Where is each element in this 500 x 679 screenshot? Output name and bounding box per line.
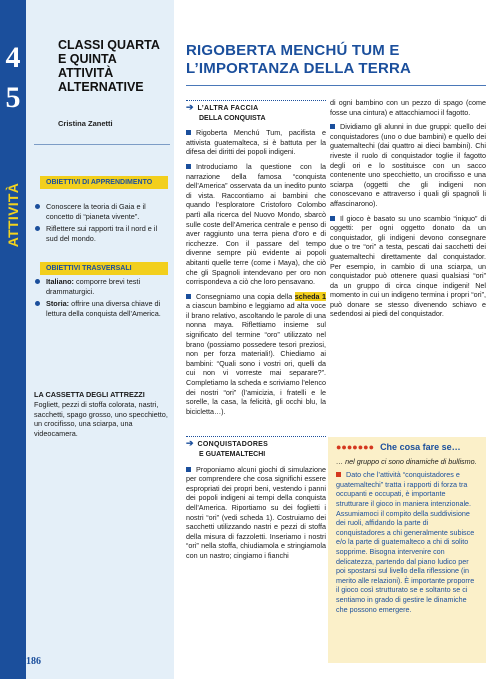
transversal-list — [34, 277, 170, 321]
list-item: Storia: offrire una diversa chiave di lettura della conquista dell’America. — [34, 299, 170, 318]
tip-title-row — [336, 443, 478, 453]
list-item: Italiano: comporre brevi testi drammaturgici. — [34, 277, 170, 296]
tools-text: Fogliett, pezzi di stoffa colorata, nastri, sacchetti, spago grosso, uno specchietto, un crocifisso, una sciarpa, una videocamera. — [34, 400, 168, 438]
bullet-icon — [35, 226, 40, 231]
vertical-label-text: ATTIVITÀ — [5, 182, 21, 248]
text-column-2 — [330, 98, 486, 324]
bullet-icon — [35, 279, 40, 284]
grade-numbers — [0, 38, 26, 118]
title-divider — [186, 85, 486, 86]
transversal-heading: OBIETTIVI TRASVERSALI — [40, 262, 168, 275]
scheda-highlight: scheda 1 — [294, 291, 327, 301]
paragraph: Dividiamo gli alunni in due gruppi: quello dei conquistadores (uno o due bambini) e quello dei guatemaltechi (dai quattro ai dieci bambini). Chi riveste il ruolo di conquistador toglie il fagotto degli ori e lo sostituisce con un sacco contenente uno specchietto, un crocifisso e una sciarpa (oggetti che gli indigeni non conoscevano e attraverso i quali gli spagnoli li affascinarono). — [330, 122, 486, 208]
author-name: Cristina Zanetti — [58, 119, 113, 128]
paragraph: Proponiamo alcuni giochi di simulazione per comprendere che cosa significhi essere espropriati dei propri beni, vestendo i panni dei popoli indigeni ai tempi della conquista dell’America. Riportiamo su dei foglietti i nostri “ori” (vedi scheda 1). Costruiamo dei sacchetti utilizzando nastri e pezzi di stoffa della misura di fazzoletti. Inseriamo i nostri “ori” nella stoffa, chiudiamola e stringiamola con un nastro; cingiamo i fianchi — [186, 464, 326, 560]
tip-box — [328, 437, 486, 663]
page-title: RIGOBERTA MENCHÚ TUM E L’IMPORTANZA DELLA TERRA — [186, 42, 412, 77]
paragraph: Consegniamo una copia della scheda 1 a ciascun bambino e leggiamo ad alta voce il brano relativo, ascoltando le parole di una nonna maya. Riflettiamo insieme sul significato del termine “oro” utilizzato nel brano (possiamo possedere tesori preziosi, non per forza materiali!). Chiediamo ai bambini: “Quali sono i vostri ori, quelli da cui non vi vorreste mai separare?”. Completiamo la scheda e scriviamo l’elenco dei nostri “ori” (l’amicizia, i fratelli e le sorelle, la casa, la felicità, gli occhi blu, la bicicletta…). — [186, 291, 327, 416]
list-item: Conoscere la teoria di Gaia e il concetto di “pianeta vivente”. — [34, 202, 170, 221]
square-bullet-icon — [186, 164, 191, 169]
paragraph: di ogni bambino con un pezzo di spago (come fosse una cintura) e attacchiamoci il fagotto. — [330, 98, 486, 117]
arrow-right-icon: ➔ — [186, 102, 194, 112]
square-bullet-icon — [330, 216, 335, 221]
square-bullet-icon — [330, 124, 335, 129]
list-item: Riflettere sui rapporti tra il nord e il sud del mondo. — [34, 224, 170, 243]
bullet-icon — [35, 301, 40, 306]
square-bullet-icon — [186, 294, 191, 299]
square-bullet-icon — [336, 472, 341, 477]
square-bullet-icon — [186, 130, 191, 135]
text-column-1 — [186, 98, 326, 566]
arrow-right-icon: ➔ — [186, 438, 194, 449]
tip-body: Dato che l’attività “conquistadores e guatemaltechi” tratta i rapporti di forza tra occupanti e occupati, è importante strutturare il gioco in maniera intenzionale. Assumiamoci il compito della suddivisione dei ruoli, affidando la parte di conquistadores a chi generalmente subisce e/o la parte di guatemalteco a chi di solito sopprime. Bisogna intervenire con delicatezza, partendo dal piano ludico per poi spostarsi sul livello della riflessione (in merito alle relazioni). È importante proporre il gioco così strutturato se e soltanto se ci sentiamo in grado di gestire le dinamiche che possono emergere. — [336, 470, 475, 614]
paragraph: Il gioco è basato su uno scambio “iniquo” di oggetti: per ogni oggetto donato da un conquistador, gli indigeni devono consegnare due o tre “ori” a testa, pescati dai sacchetti dei guatemaltechi direttamente dal conquistador. Per esempio, in cambio di una sciarpa, un conquistador può ottenere quasi qualsiasi “ori” da un gruppo di circa cinque indigeni! Nel momento in cui un indigeno termina i propri “ori”, può donare se stesso divenendo schiavo e sedendosi ai piedi del conquistador. — [330, 213, 486, 319]
objectives-list — [34, 202, 170, 246]
vertical-section-label — [0, 150, 26, 280]
tip-subtitle: … nel gruppo ci sono dinamiche di bullismo. — [336, 456, 477, 466]
sidebar-divider — [34, 144, 170, 145]
tip-title: Che cosa fare se… — [380, 442, 461, 452]
square-bullet-icon — [186, 467, 191, 472]
paragraph: Rigoberta Menchú Tum, pacifista e attivista guatemalteca, si è battuta per la difesa dei diritti dei popoli indigeni. — [186, 128, 326, 157]
grade-bottom: 5 — [5, 81, 21, 114]
page-number: 186 — [26, 656, 41, 667]
grade-top: 4 — [5, 41, 21, 74]
sidebar-title: CLASSI QUARTA E QUINTA ATTIVITÀ ALTERNATIVE — [58, 38, 160, 94]
bullet-icon — [35, 204, 40, 209]
sidebar-panel — [26, 0, 174, 679]
section-heading: ➔ CONQUISTADORES E GUATEMALTECHI — [186, 436, 326, 459]
section-heading: ➔ L’ALTRA FACCIA DELLA CONQUISTA — [186, 100, 326, 123]
paragraph: Introduciamo la questione con la narrazione della famosa “conquista dell’America” osservata da un inedito punto di vista. Raccontiamo ai bambini che quando l’esploratore Cristoforo Colombo partì alla ricerca del Nuovo Mondo, sbarcò sulle coste dell’America centrale e penso di aver raggiunto una terra piena d’oro e di ricchezze. Con il passare del tempo divenne sempre più evidente ai popoli abitanti quelle terre (come i Maya), che ciò che gli Spagnoli intendevano per oro non corrispondeva a ciò che loro pensavano. — [186, 161, 326, 287]
dots-decoration-icon: ●●●●●●● — [336, 442, 375, 452]
tools-heading: LA CASSETTA DEGLI ATTREZZI — [34, 390, 145, 399]
objectives-heading: OBIETTIVI DI APPRENDIMENTO — [40, 176, 168, 189]
